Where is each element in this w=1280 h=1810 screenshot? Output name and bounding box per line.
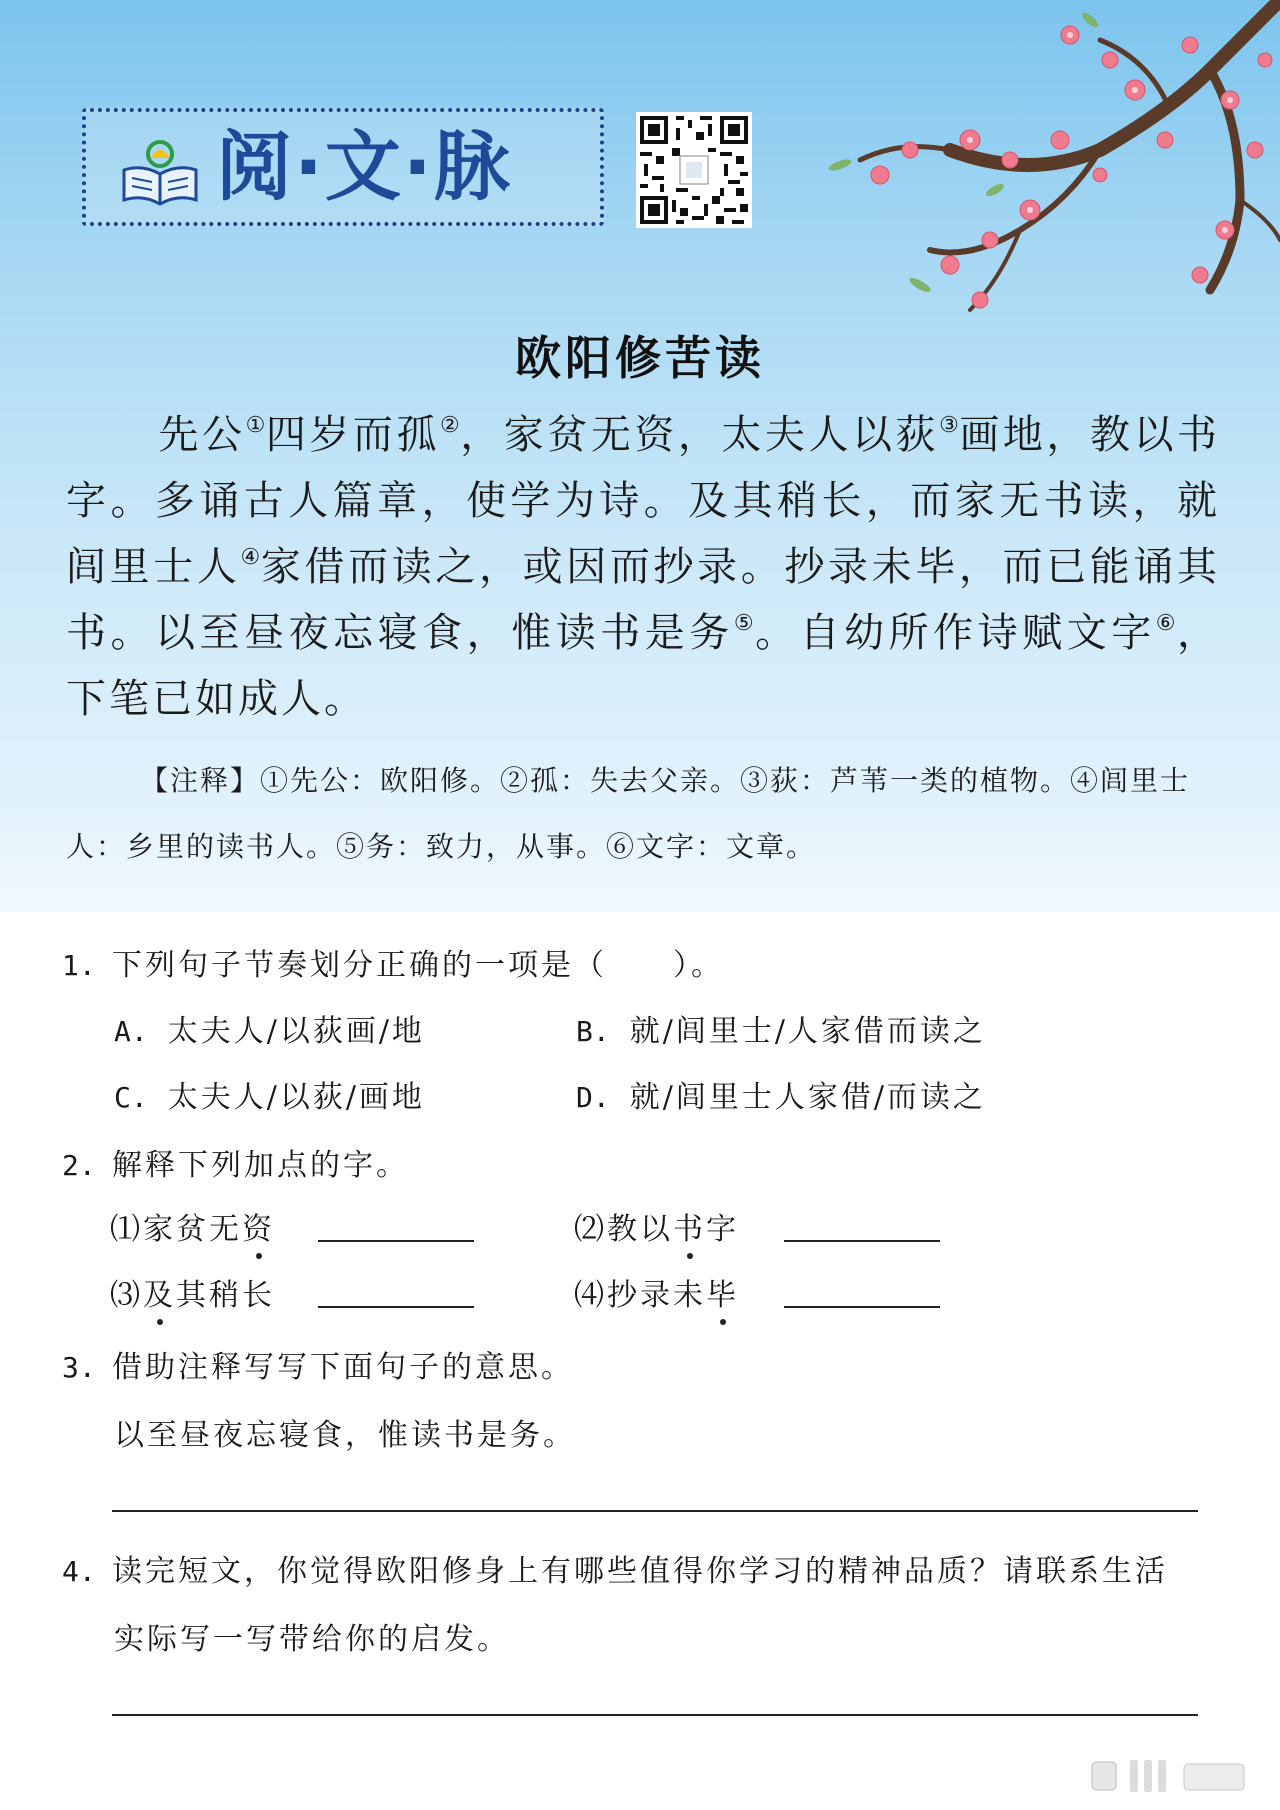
question-number: 4. [62, 1555, 96, 1588]
question-number: 3. [62, 1351, 96, 1384]
q2-item-3 [110, 1270, 275, 1314]
option-label: D. [576, 1081, 610, 1114]
answer-blank[interactable] [784, 1306, 940, 1308]
annotation-marker: ⑤ [733, 611, 756, 636]
logo-banner [82, 108, 604, 226]
passage-text: 画地，教以书字。多诵古人篇章，使学为诗。及其稍长，而家无书读，就闾里士人 [66, 412, 1221, 590]
corner-marks [1090, 1756, 1250, 1796]
answer-blank[interactable] [318, 1306, 474, 1308]
qr-code [636, 112, 752, 228]
option-text: 太夫人/以荻画/地 [167, 1014, 425, 1049]
logo-text: 阅·文·脉 [216, 122, 512, 211]
option-a[interactable] [114, 1006, 425, 1050]
item-text: ⑵教以 [574, 1212, 673, 1247]
option-d[interactable] [576, 1072, 986, 1116]
question-1 [62, 940, 724, 984]
dotted-character: 及 [143, 1278, 176, 1313]
book-icon [120, 136, 200, 208]
item-text: 字 [706, 1212, 739, 1247]
option-text: 就/闾里士/人家借而读之 [629, 1014, 986, 1049]
q2-item-4 [574, 1270, 739, 1314]
passage-text: 四岁而孤 [265, 412, 440, 458]
option-label: C. [114, 1081, 148, 1114]
option-text: 就/闾里士人家借/而读之 [629, 1080, 986, 1115]
question-text-line-2: 实际写一写带给你的启发。 [114, 1622, 510, 1657]
question-text: 借助注释写写下面句子的意思。 [112, 1350, 574, 1385]
question-3 [62, 1342, 574, 1386]
passage-text: ，家贫无资，太夫人以荻 [460, 412, 940, 458]
question-text: 下列句子节奏划分正确的一项是（ ）。 [112, 948, 724, 983]
annotation-marker: ① [245, 413, 266, 438]
annotation-marker: ⑥ [1155, 611, 1177, 636]
annotation-notes [66, 748, 1220, 880]
answer-blank[interactable] [784, 1240, 940, 1242]
item-text: ⑶ [110, 1278, 143, 1313]
option-label: A. [114, 1015, 148, 1048]
q3-sentence: 以至昼夜忘寝食，惟读书是务。 [114, 1418, 576, 1453]
q2-item-1 [110, 1204, 275, 1248]
item-text: 其稍长 [176, 1278, 275, 1313]
answer-line[interactable] [112, 1510, 1198, 1512]
item-text: ⑷抄录未 [574, 1278, 706, 1313]
question-text: 解释下列加点的字。 [112, 1148, 409, 1183]
article-title: 欧阳修苦读 [515, 331, 765, 385]
passage-text: 。自幼所作诗赋文字 [755, 610, 1156, 656]
question-text-line-1: 读完短文，你觉得欧阳修身上有哪些值得你学习的精神品质？请联系生活 [112, 1554, 1168, 1589]
answer-line[interactable] [112, 1714, 1198, 1716]
dotted-character: 书 [673, 1212, 706, 1247]
option-text: 太夫人/以荻/画地 [167, 1080, 425, 1115]
passage-text: ，下笔已如成人。 [66, 610, 1220, 722]
dotted-character: 毕 [706, 1278, 739, 1313]
annotation-marker: ② [439, 413, 461, 438]
question-2 [62, 1140, 409, 1184]
option-label: B. [576, 1015, 610, 1048]
option-b[interactable] [576, 1006, 986, 1050]
question-4 [62, 1546, 1168, 1590]
passage-text: 先公 [158, 412, 246, 458]
annotation-marker: ③ [939, 413, 960, 438]
answer-blank[interactable] [318, 1240, 474, 1242]
notes-text: 【注释】①先公：欧阳修。②孤：失去父亲。③荻：芦苇一类的植物。④闾里士人：乡里的读书人。⑤务：致力，从事。⑥文字：文章。 [66, 764, 1191, 863]
dotted-character: 资 [242, 1212, 275, 1247]
question-number: 1. [62, 949, 96, 982]
passage-text: 家借而读之，或因而抄录。抄录未毕，而已能诵其书。以至昼夜忘寝食，惟读书是务 [66, 544, 1221, 656]
question-number: 2. [62, 1149, 96, 1182]
option-c[interactable] [114, 1072, 425, 1116]
annotation-marker: ④ [240, 545, 261, 570]
q2-item-2 [574, 1204, 739, 1248]
plum-blossom-branch [770, 0, 1280, 330]
item-text: ⑴家贫无 [110, 1212, 242, 1247]
classical-passage [66, 402, 1220, 732]
